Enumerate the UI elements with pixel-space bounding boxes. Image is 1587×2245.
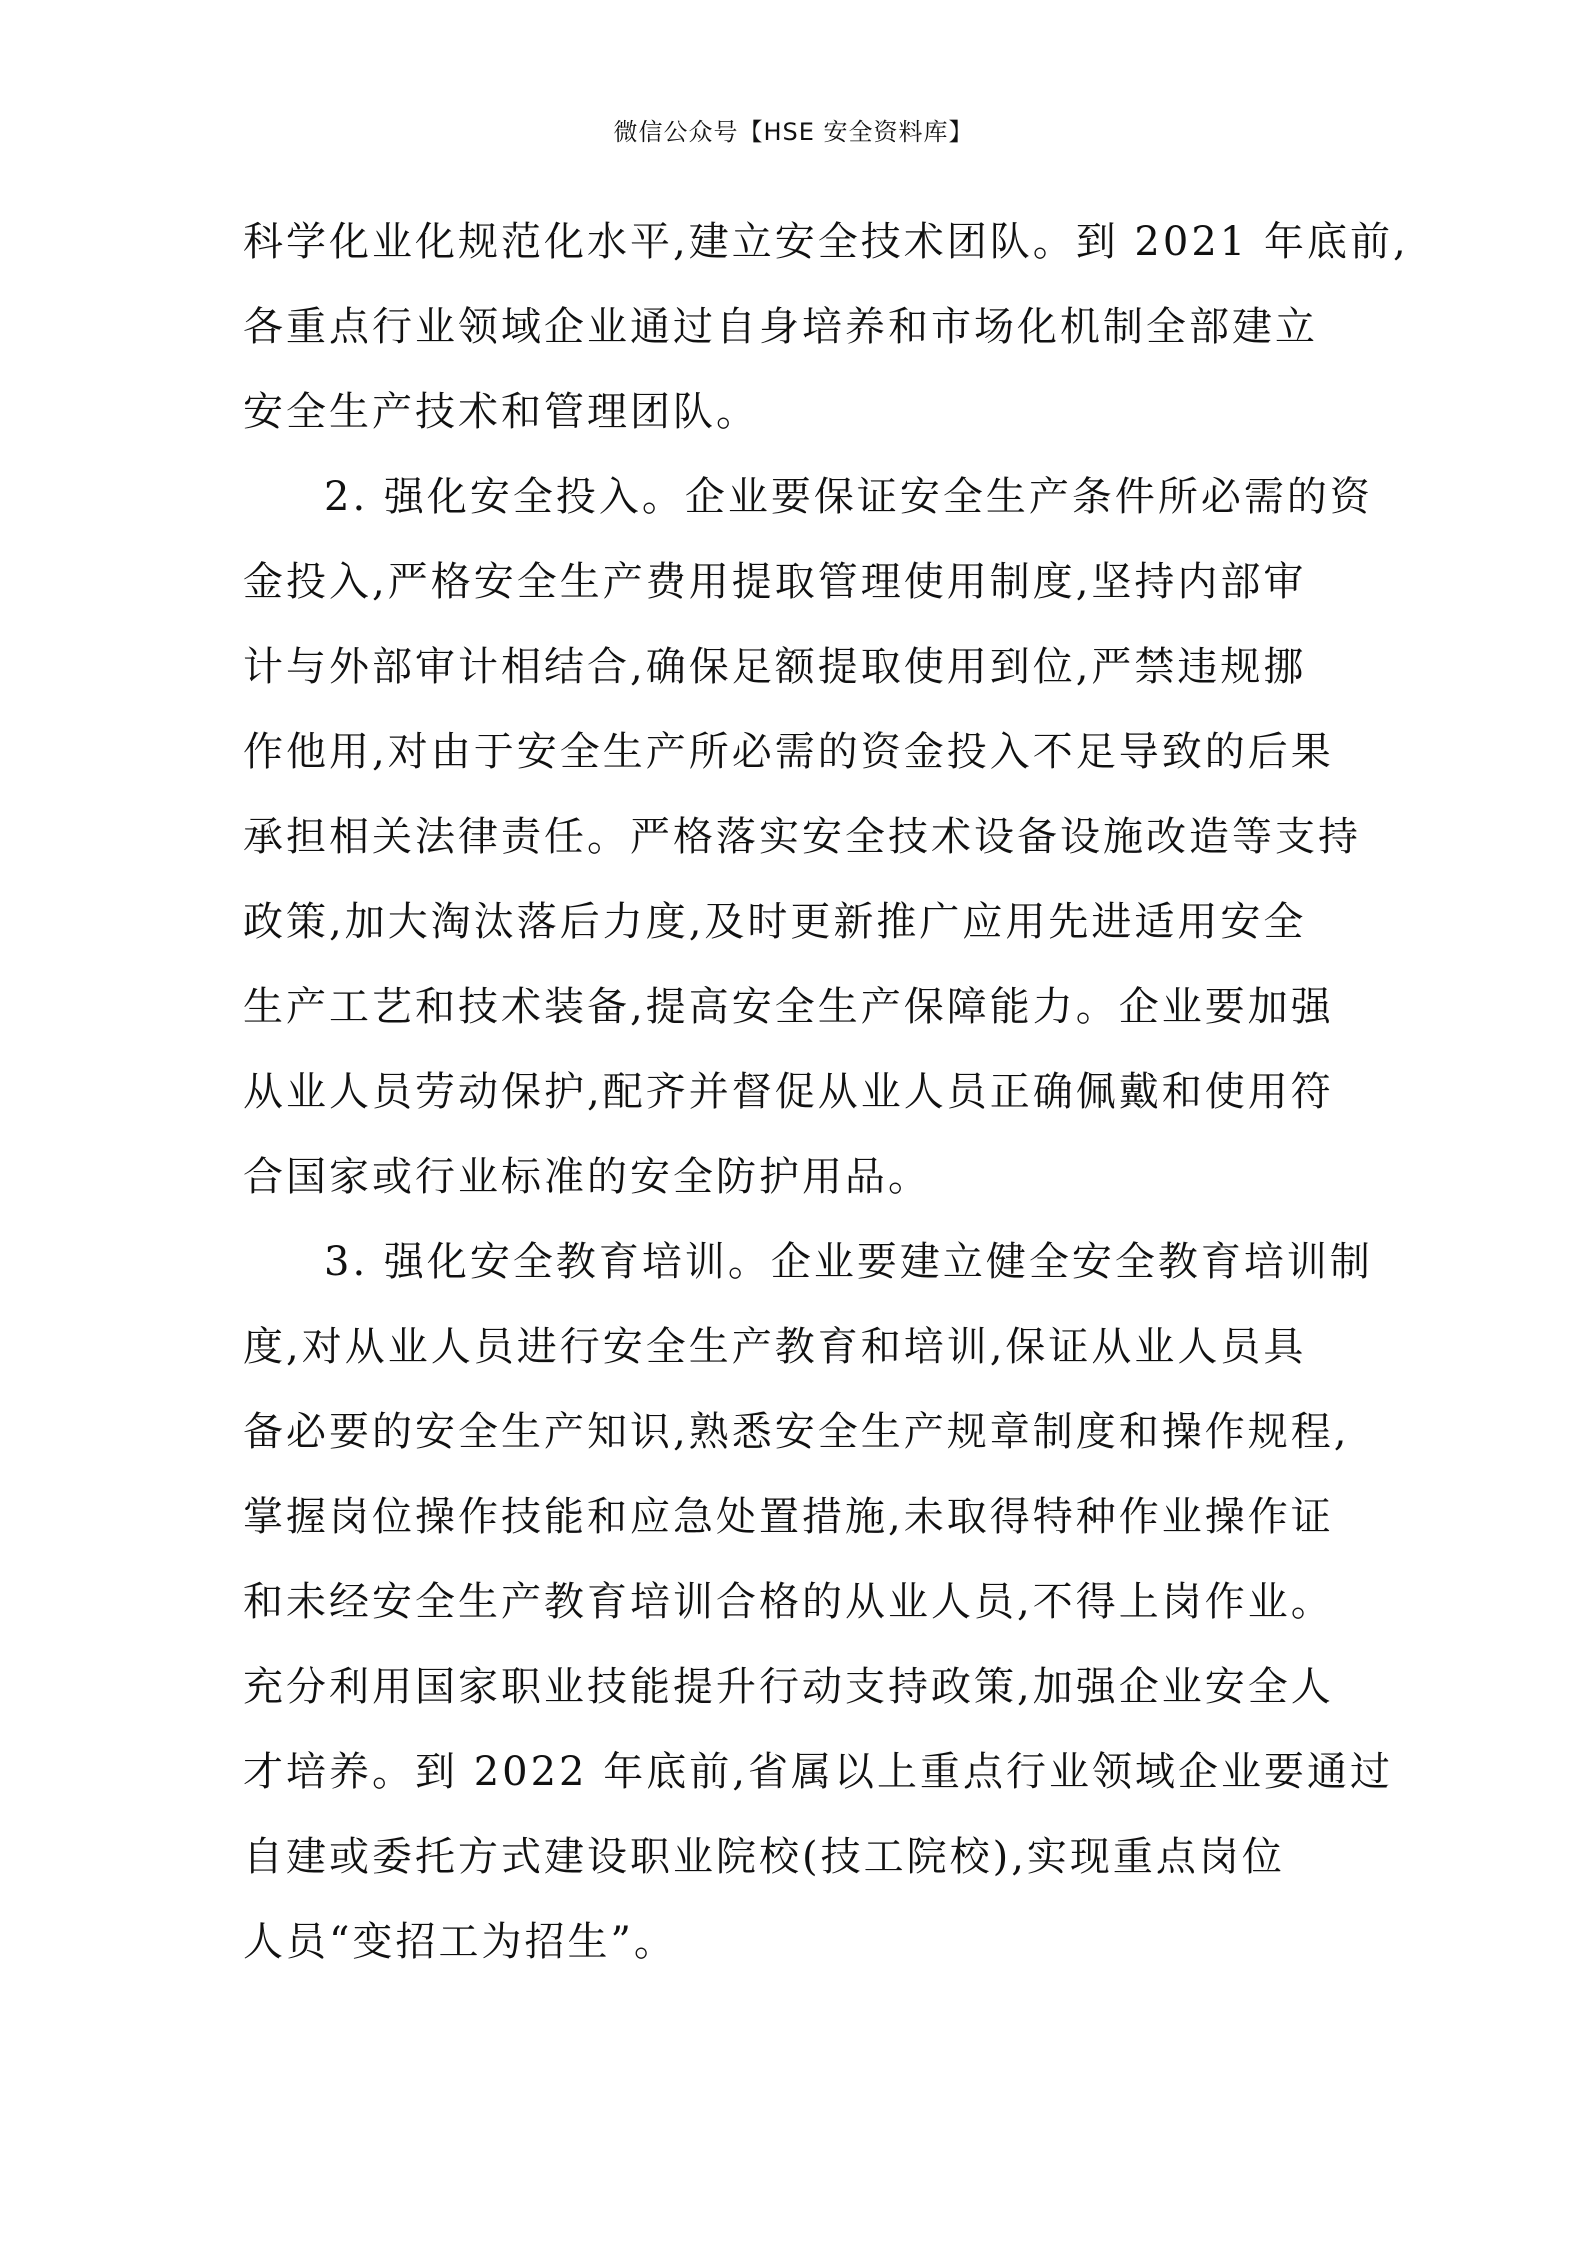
text-line: 计与外部审计相结合,确保足额提取使用到位,严禁违规挪 <box>243 644 1307 690</box>
text-line: 科学化业化规范化水平,建立安全技术团队。到 2021 年底前, <box>243 219 1409 265</box>
paragraph-3-first-line: 3. 强化安全教育培训。企业要建立健全安全教育培训制 <box>324 1239 1373 1285</box>
text-line: 从业人员劳动保护,配齐并督促从业人员正确佩戴和使用符 <box>243 1069 1334 1115</box>
text-line: 合国家或行业标准的安全防护用品。 <box>243 1154 931 1200</box>
text-line: 各重点行业领域企业通过自身培养和市场化机制全部建立 <box>243 304 1318 350</box>
text-line: 安全生产技术和管理团队。 <box>243 389 759 435</box>
paragraph-2-first-line: 2. 强化安全投入。企业要保证安全生产条件所必需的资 <box>324 474 1373 520</box>
text-line: 才培养。到 2022 年底前,省属以上重点行业领域企业要通过 <box>243 1749 1393 1795</box>
text-line: 人员“变招工为招生”。 <box>243 1919 677 1965</box>
text-line: 自建或委托方式建设职业院校(技工院校),实现重点岗位 <box>243 1834 1285 1880</box>
text-line: 掌握岗位操作技能和应急处置措施,未取得特种作业操作证 <box>243 1494 1334 1540</box>
page-header: 微信公众号【HSE 安全资料库】 <box>613 118 974 146</box>
text-line: 备必要的安全生产知识,熟悉安全生产规章制度和操作规程, <box>243 1409 1350 1455</box>
text-line: 生产工艺和技术装备,提高安全生产保障能力。企业要加强 <box>243 984 1334 1030</box>
text-line: 作他用,对由于安全生产所必需的资金投入不足导致的后果 <box>243 729 1334 775</box>
text-line: 充分利用国家职业技能提升行动支持政策,加强企业安全人 <box>243 1664 1334 1710</box>
text-line: 和未经安全生产教育培训合格的从业人员,不得上岗作业。 <box>243 1579 1334 1625</box>
text-line: 度,对从业人员进行安全生产教育和培训,保证从业人员具 <box>243 1324 1307 1370</box>
text-line: 金投入,严格安全生产费用提取管理使用制度,坚持内部审 <box>243 559 1307 605</box>
text-line: 政策,加大淘汰落后力度,及时更新推广应用先进适用安全 <box>243 899 1307 945</box>
text-line: 承担相关法律责任。严格落实安全技术设备设施改造等支持 <box>243 814 1361 860</box>
